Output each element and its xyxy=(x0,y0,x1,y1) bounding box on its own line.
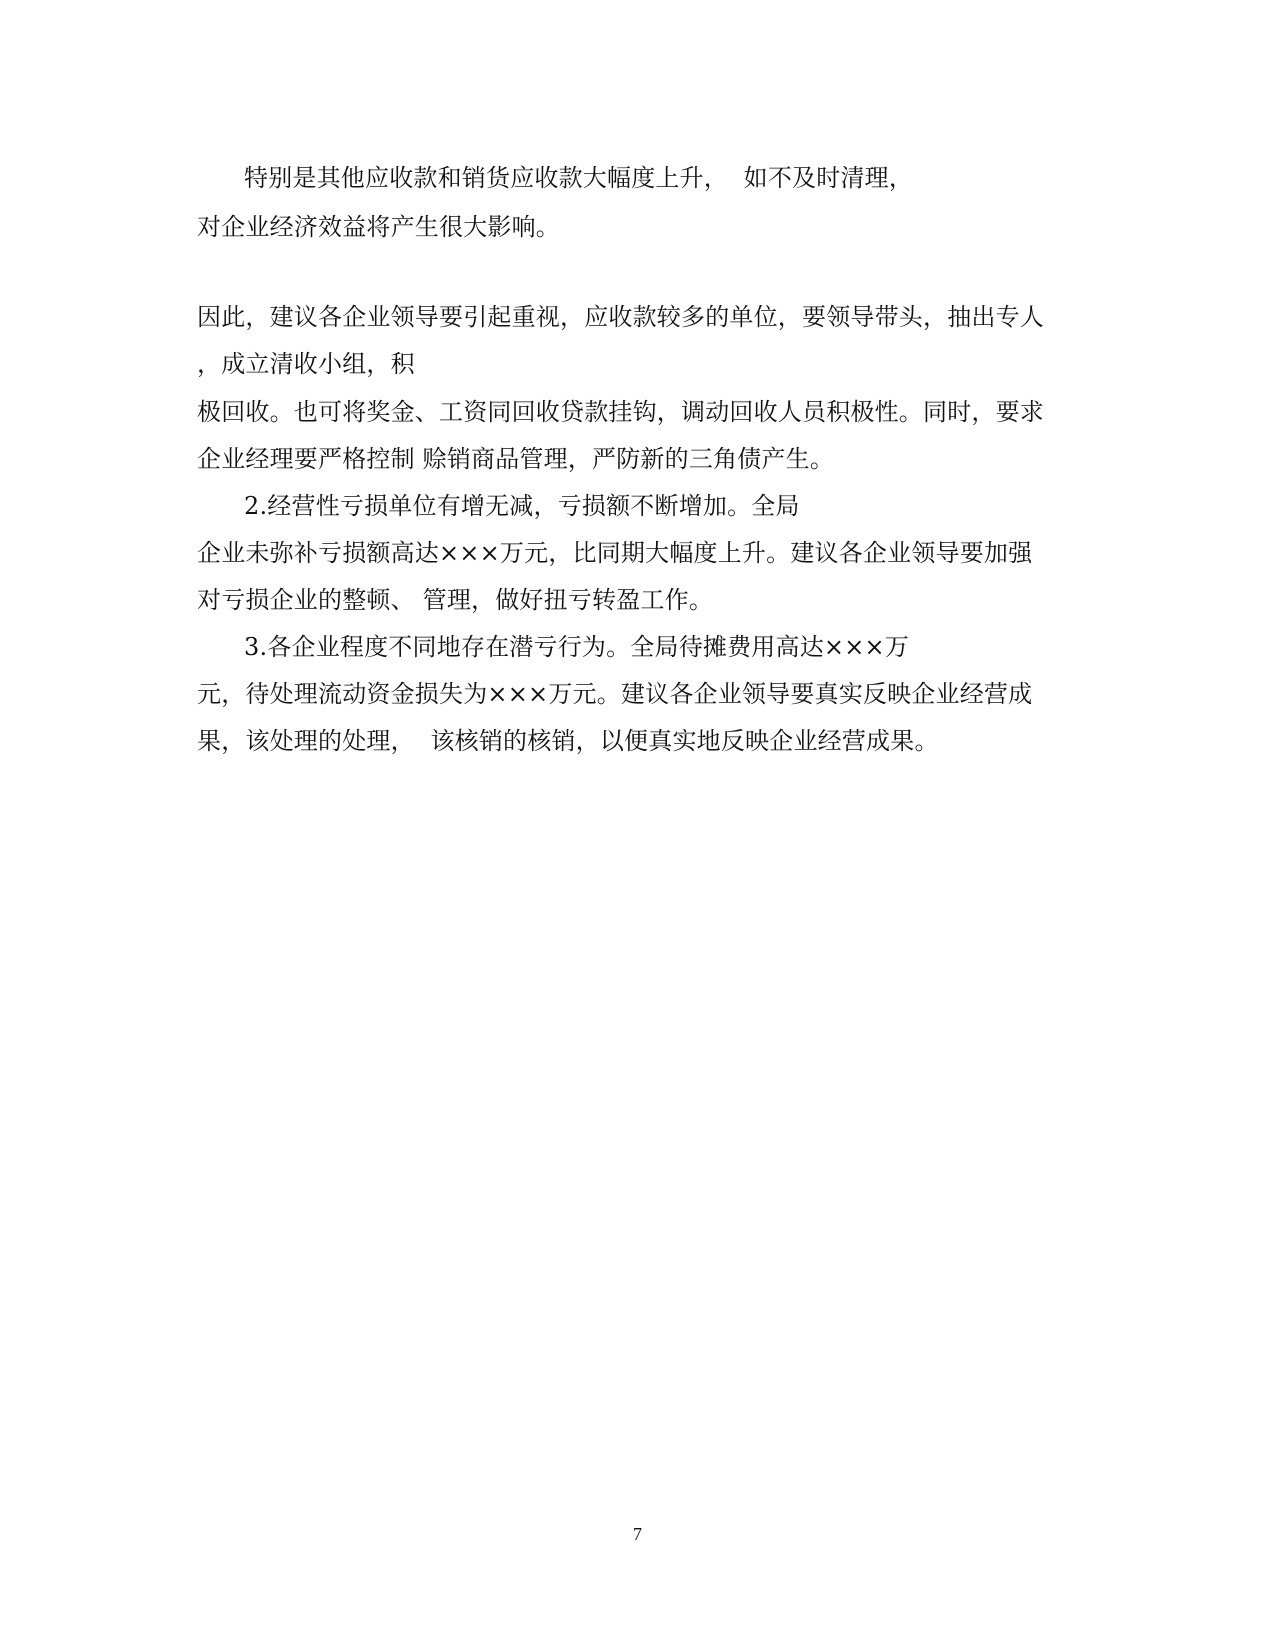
paragraph-2-line-2: ，成立清收小组，积 xyxy=(197,350,415,378)
paragraph-1-line-2: 对企业经济效益将产生很大影响。 xyxy=(197,213,560,241)
item-3-line-1: 3.各企业程度不同地存在潜亏行为。全局待摊费用高达×××万 xyxy=(244,633,910,661)
item-3-line-2: 元，待处理流动资金损失为×××万元。建议各企业领导要真实反映企业经营成 xyxy=(197,680,1033,708)
page-number: 7 xyxy=(633,1524,642,1544)
paragraph-2-line-3: 极回收。也可将奖金、工资同回收贷款挂钩，调动回收人员积极性。同时，要求 xyxy=(197,398,1044,426)
item-3-line-3: 果，该处理的处理， 该核销的核销，以便真实地反映企业经营成果。 xyxy=(197,727,939,755)
item-2-line-2: 企业未弥补亏损额高达×××万元，比同期大幅度上升。建议各企业领导要加强 xyxy=(197,539,1033,567)
paragraph-1-line-1: 特别是其他应收款和销货应收款大幅度上升， 如不及时清理， xyxy=(244,164,914,192)
item-2-line-1: 2.经营性亏损单位有增无减，亏损额不断增加。全局 xyxy=(244,492,800,520)
paragraph-2-line-4: 企业经理要严格控制 赊销商品管理，严防新的三角债产生。 xyxy=(197,445,835,473)
paragraph-2-line-1: 因此，建议各企业领导要引起重视，应收款较多的单位，要领导带头，抽出专人 xyxy=(197,303,1044,331)
item-2-line-3: 对亏损企业的整顿、 管理，做好扭亏转盈工作。 xyxy=(197,586,714,614)
